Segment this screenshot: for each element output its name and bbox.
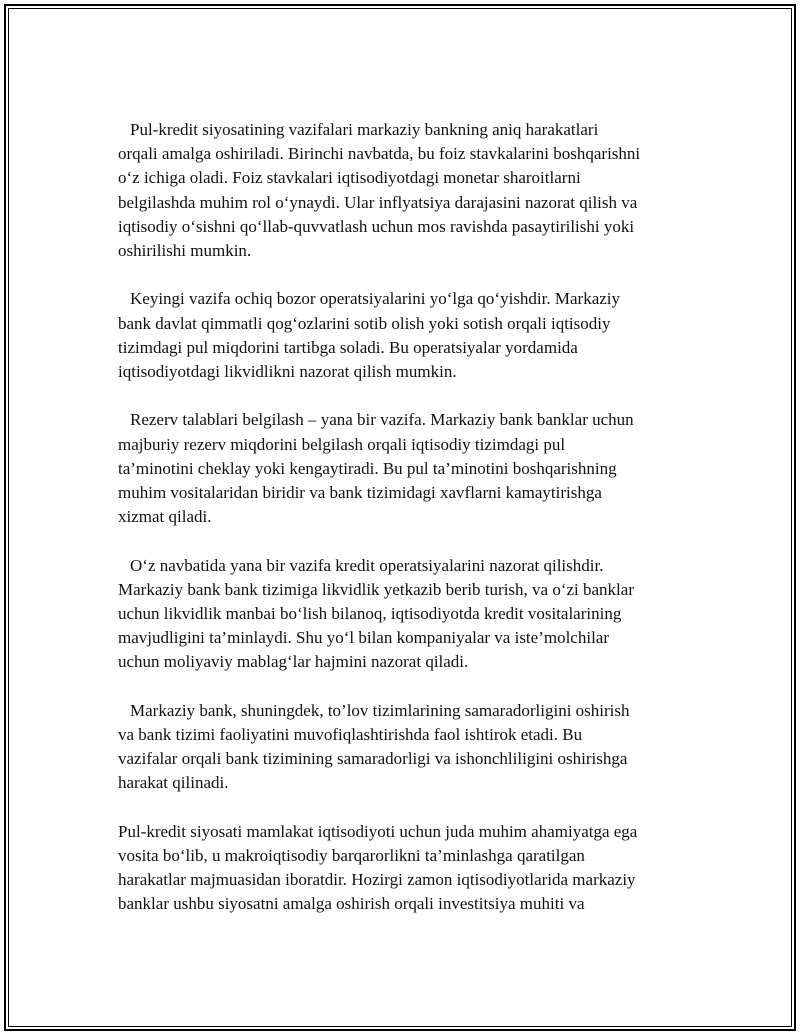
text-line: tizimdagi pul miqdorini tartibga soladi. Bu operatsiyalar yordamida	[118, 337, 578, 357]
text-line: muhim vositalaridan biridir va bank tizimidagi xavflarni kamaytirishga	[118, 483, 602, 503]
text-line: orqali amalga oshiriladi. Birinchi navbatda, bu foiz stavkalarini boshqarishni	[118, 144, 641, 164]
text-line: Pul-kredit siyosatining vazifalari markaziy bankning aniq harakatlari	[130, 120, 599, 139]
text-line: ta’minotini cheklay yoki kengaytiradi. Bu pul ta’minotini boshqarishning	[118, 458, 617, 478]
paragraph-4	[118, 554, 698, 675]
text-line: Keyingi vazifa ochiq bozor operatsiyalarini yo‘lga qo‘yishdir. Markaziy	[130, 289, 621, 309]
text-line: banklar ushbu siyosatni amalga oshirish orqali investitsiya muhiti va	[118, 894, 585, 914]
text-line: harakatlar majmuasidan iboratdir. Hozirgi zamon iqtisodiyotlarida markaziy	[118, 870, 636, 890]
paragraph-5	[118, 699, 698, 796]
text-line: bank davlat qimmatli qog‘ozlarini sotib olish yoki sotish orqali iqtisodiy	[118, 313, 611, 333]
text-line: Markaziy bank, shuningdek, to’lov tizimlarining samaradorligini oshirish	[130, 700, 630, 720]
document-body	[118, 118, 698, 941]
paragraph-6	[118, 820, 698, 917]
text-line: vosita bo‘lib, u makroiqtisodiy barqarorlikni ta’minlashga qaratilgan	[118, 846, 585, 866]
text-line: Markaziy bank bank tizimiga likvidlik yetkazib berib turish, va o‘zi banklar	[118, 579, 634, 599]
text-line: o‘z ichiga oladi. Foiz stavkalari iqtisodiyotdagi monetar sharoitlarni	[118, 168, 581, 188]
text-line: uchun likvidlik manbai bo‘lish bilanoq, iqtisodiyotda kredit vositalarining	[118, 604, 622, 624]
paragraph-1	[118, 118, 698, 263]
text-line: xizmat qiladi.	[118, 507, 212, 527]
text-line: uchun moliyaviy mablag‘lar hajmini nazorat qiladi.	[118, 652, 469, 672]
text-line: oshirilishi mumkin.	[118, 241, 252, 261]
text-line: Pul-kredit siyosati mamlakat iqtisodiyoti uchun juda muhim ahamiyatga ega	[118, 821, 638, 841]
text-line: iqtisodiyotdagi likvidlikni nazorat qilish mumkin.	[118, 362, 457, 382]
paragraph-2	[118, 287, 698, 384]
text-line: harakat qilinadi.	[118, 773, 229, 793]
text-line: majburiy rezerv miqdorini belgilash orqali iqtisodiy tizimdagi pul	[118, 434, 566, 454]
text-line: mavjudligini ta’minlaydi. Shu yo‘l bilan kompaniyalar va iste’molchilar	[118, 628, 610, 648]
text-line: iqtisodiy o‘sishni qo‘llab-quvvatlash uchun mos ravishda pasaytirilishi yoki	[118, 216, 635, 236]
text-line: belgilashda muhim rol o‘ynaydi. Ular inflyatsiya darajasini nazorat qilish va	[118, 192, 638, 212]
text-line: va bank tizimi faoliyatini muvofiqlashtirishda faol ishtirok etadi. Bu	[118, 725, 583, 745]
text-line: vazifalar orqali bank tizimining samaradorligi va ishonchliligini oshirishga	[118, 749, 628, 769]
text-line: Rezerv talablari belgilash – yana bir vazifa. Markaziy bank banklar uchun	[130, 410, 634, 430]
paragraph-3	[118, 408, 698, 529]
text-line: O‘z navbatida yana bir vazifa kredit operatsiyalarini nazorat qilishdir.	[130, 555, 604, 575]
